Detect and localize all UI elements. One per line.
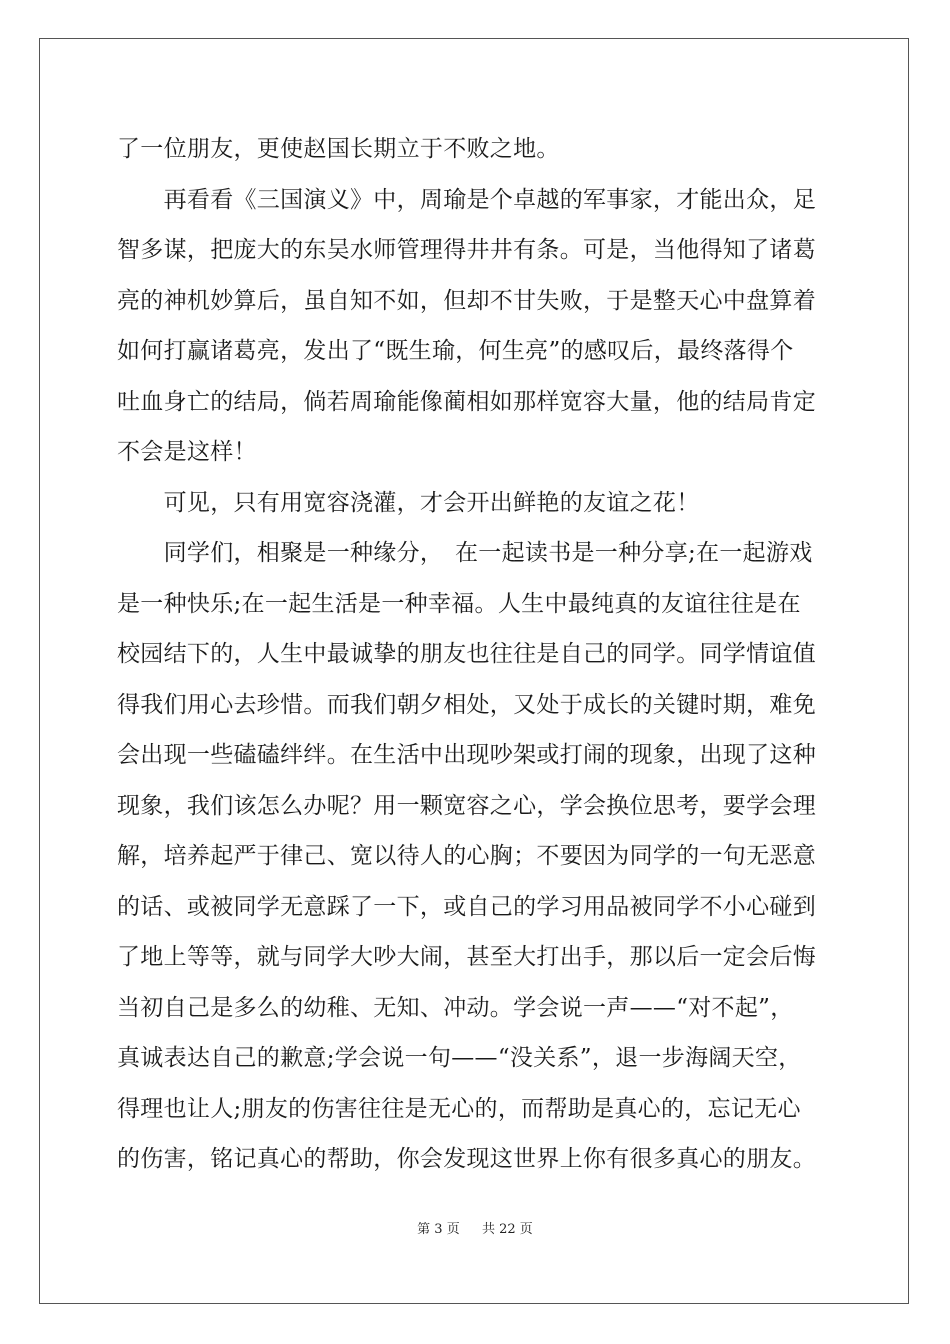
- text-line: 同学们，相聚是一种缘分， 在一起读书是一种分享;在一起游戏: [117, 540, 813, 566]
- text-line: 当初自己是多么的幼稚、无知、冲动。学会说一声——“对不起”，: [117, 994, 794, 1021]
- text-line: 不会是这样！: [117, 439, 257, 465]
- text-line: 会出现一些磕磕绊绊。在生活中出现吵架或打闹的现象，出现了这种: [117, 742, 816, 768]
- text-line: 再看看《三国演义》中，周瑜是个卓越的军事家，才能出众，足: [117, 186, 816, 213]
- page-number: 第 3 页: [417, 1222, 460, 1237]
- text-line: 得理也让人;朋友的伤害往往是无心的，而帮助是真心的，忘记无心: [117, 1095, 801, 1122]
- text-line: 的伤害，铭记真心的帮助，你会发现这世界上你有很多真心的朋友。: [117, 1146, 816, 1172]
- text-line: 的话、或被同学无意踩了一下，或自己的学习用品被同学不小心碰到: [117, 893, 816, 920]
- text-line: 是一种快乐;在一起生活是一种幸福。人生中最纯真的友谊往往是在: [117, 590, 801, 617]
- text-line: 吐血身亡的结局，倘若周瑜能像蔺相如那样宽容大量，他的结局肯定: [117, 388, 816, 415]
- text-line: 了一位朋友，更使赵国长期立于不败之地。: [117, 136, 560, 162]
- text-line: 如何打赢诸葛亮，发出了“既生瑜，何生亮”的感叹后，最终落得个: [117, 338, 794, 364]
- text-line: 现象，我们该怎么办呢？用一颗宽容之心，学会换位思考，要学会理: [117, 792, 816, 819]
- text-line: 校园结下的，人生中最诚挚的朋友也往往是自己的同学。同学情谊值: [117, 641, 816, 667]
- text-line: 得我们用心去珍惜。而我们朝夕相处，又处于成长的关键时期，难免: [117, 691, 816, 718]
- text-line: 可见，只有用宽容浇灌，才会开出鲜艳的友谊之花！: [117, 489, 700, 516]
- page-footer: [0, 1218, 950, 1237]
- text-line: 解，培养起严于律己、宽以待人的心胸；不要因为同学的一句无恶意: [117, 843, 816, 869]
- document-body: [117, 124, 837, 1185]
- page-total: 共 22 页: [482, 1222, 533, 1237]
- text-line: 了地上等等，就与同学大吵大闹，甚至大打出手，那以后一定会后悔: [117, 944, 816, 970]
- text-line: 真诚表达自己的歉意;学会说一句——“没关系”，退一步海阔天空，: [117, 1045, 802, 1071]
- text-line: 智多谋，把庞大的东吴水师管理得井井有条。可是，当他得知了诸葛: [117, 237, 816, 263]
- text-line: 亮的神机妙算后，虽自知不如，但却不甘失败，于是整天心中盘算着: [117, 287, 816, 314]
